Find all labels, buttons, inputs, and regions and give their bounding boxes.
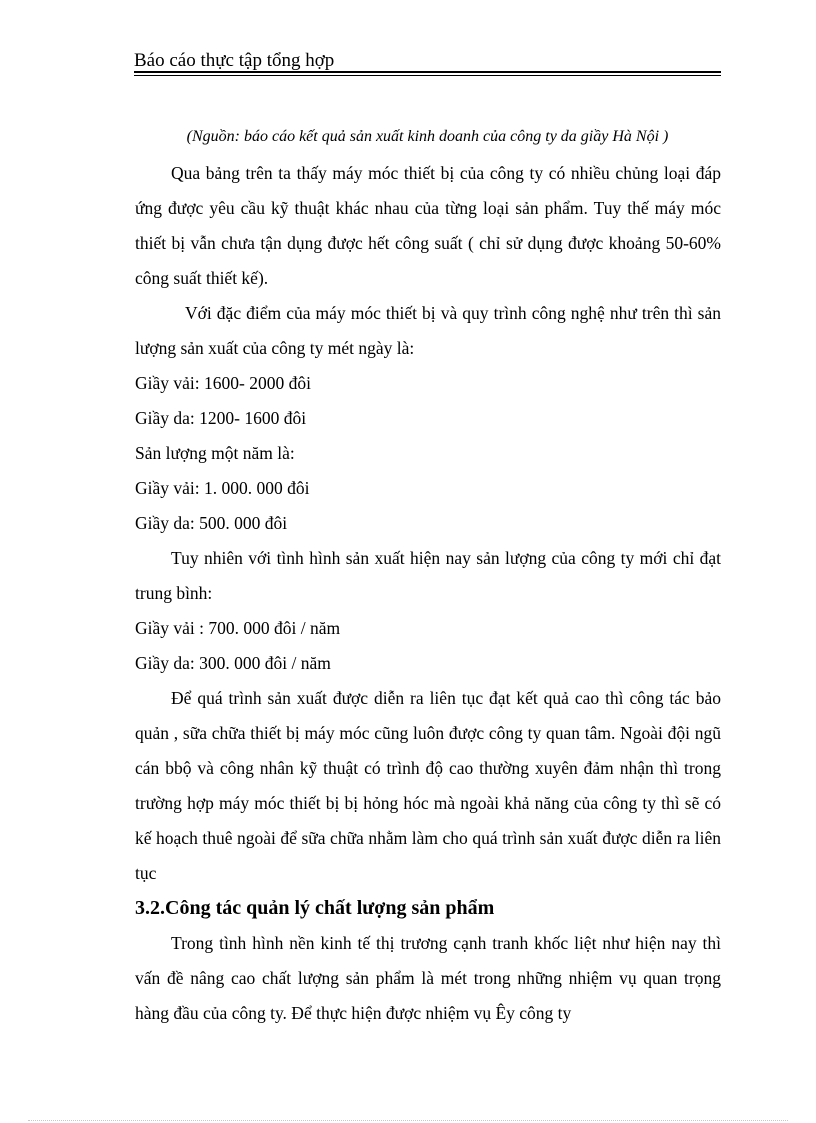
annual-output-label: Sản lượng một năm là: [135,443,295,463]
header-rule-secondary [134,75,721,76]
page-header-title: Báo cáo thực tập tổng hợp [134,50,335,71]
annual-output-canvas-shoes: Giầy vải: 1. 000. 000 đôi [135,478,310,498]
actual-output-canvas-shoes: Giầy vải : 700. 000 đôi / năm [135,618,341,638]
section-heading-quality-management: 3.2.Công tác quản lý chất lượng sản phẩm [135,897,495,919]
paragraph-machinery-overview: Qua bảng trên ta thấy máy móc thiết bị của công ty có nhiều chủng loại đáp ứng được yêu cầu kỹ thuật khác nhau của từng loại sản phẩm. Tuy thế máy móc thiết bị vẫn chưa tận dụng được hết công suất ( chỉ sử dụng được khoảng 50-60% công suất thiết kế). [135,163,721,288]
paragraph-actual-output-intro: Tuy nhiên với tình hình sản xuất hiện nay sản lượng của công ty mới chỉ đạt trung bình: [135,548,721,603]
paragraph-daily-output-intro: Với đặc điểm của máy móc thiết bị và quy trình công nghệ như trên thì sản lượng sản xuất của công ty mét ngày là: [135,303,721,358]
paragraph-maintenance: Để quá trình sản xuất được diễn ra liên tục đạt kết quả cao thì công tác bảo quản , sữa chữa thiết bị máy móc cũng luôn được công ty quan tâm. Ngoài đội ngũ cán bbộ và công nhân kỹ thuật có trình độ cao thường xuyên đảm nhận thì trong trường hợp máy móc thiết bị bị hỏng hóc mà ngoài khả năng của công ty thì sẽ có kế hoạch thuê ngoài để sữa chữa nhằm làm cho quá trình sản xuất được diễn ra liên tục [135,688,721,883]
page-bottom-border [28,1120,788,1121]
document-body [135,156,721,1031]
daily-output-canvas-shoes: Giầy vải: 1600- 2000 đôi [135,373,311,393]
header-rule [134,71,721,73]
source-note: (Nguồn: báo cáo kết quả sản xuất kinh doanh của công ty da giầy Hà Nội ) [186,128,669,145]
paragraph-quality-intro: Trong tình hình nền kinh tế thị trương cạnh tranh khốc liệt như hiện nay thì vấn đề nâng cao chất lượng sản phẩm là mét trong những nhiệm vụ quan trọng hàng đầu của công ty. Để thực hiện được nhiệm vụ Êy công ty [135,933,721,1023]
daily-output-leather-shoes: Giầy da: 1200- 1600 đôi [135,408,307,428]
annual-output-leather-shoes: Giầy da: 500. 000 đôi [135,513,288,533]
actual-output-leather-shoes: Giầy da: 300. 000 đôi / năm [135,653,331,673]
